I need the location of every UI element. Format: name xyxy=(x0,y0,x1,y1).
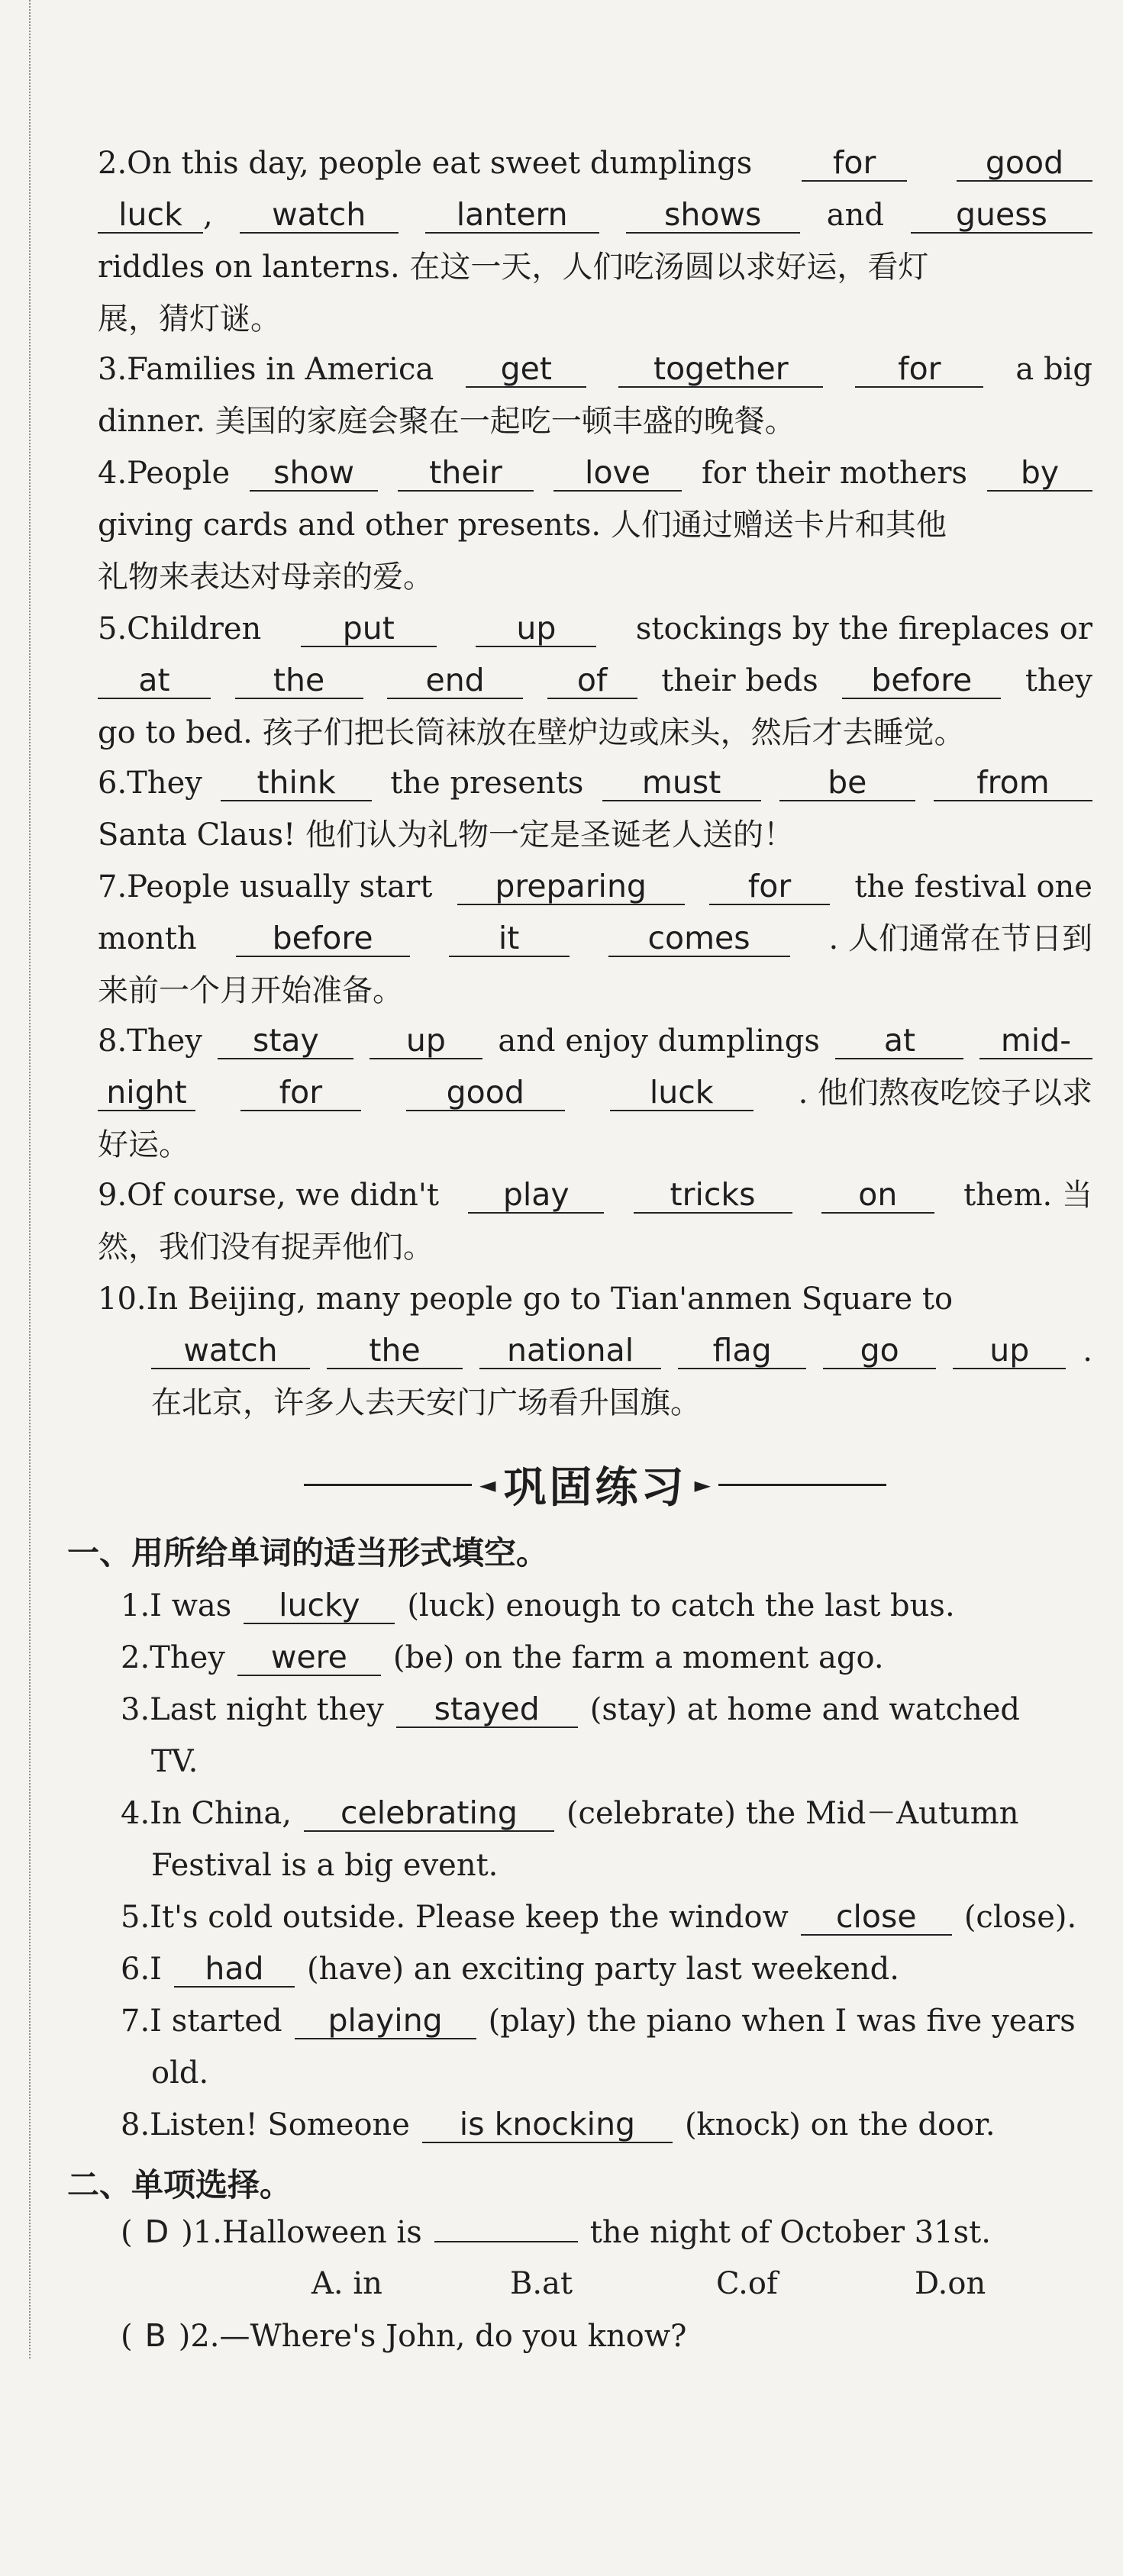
answer-blank: their xyxy=(398,455,534,492)
answer-blank: preparing xyxy=(457,869,685,905)
answer-blank: comes xyxy=(608,920,790,957)
question-text: and xyxy=(826,198,884,233)
question-text: go to bed. 孩子们把长筒袜放在壁炉边或床头，然后才去睡觉。 xyxy=(98,715,965,750)
answer-choice: B xyxy=(144,2317,166,2354)
question-text: (be) on the farm a moment ago. xyxy=(392,1640,884,1675)
question-text: old. xyxy=(151,2055,209,2091)
answer-blank: is knocking xyxy=(422,2107,673,2143)
answer-blank: for xyxy=(855,351,983,388)
answer-blank: play xyxy=(468,1177,604,1214)
question-text: 在北京，许多人去天安门广场看升国旗。 xyxy=(151,1385,701,1420)
answer-blank: of xyxy=(547,663,637,699)
question-text: On this day, people eat sweet dumplings xyxy=(127,146,753,181)
answer-blank: good xyxy=(957,145,1092,182)
question-text: Families in America xyxy=(127,352,434,387)
question-text: the presents xyxy=(390,766,584,801)
answer-blank: at xyxy=(835,1023,963,1059)
question-number: 7. xyxy=(121,2004,150,2039)
question-number: 2. xyxy=(121,1640,150,1675)
answer-blank: up xyxy=(476,611,596,647)
question-text: the festival one xyxy=(854,869,1092,904)
answer-blank: up xyxy=(369,1023,482,1059)
question-text: In Beijing, many people go to Tian'anmen Square to xyxy=(146,1282,954,1317)
question-text: (have) an exciting party last weekend. xyxy=(306,1952,899,1987)
question-text: . 人们通常在节日到 xyxy=(828,921,1092,956)
answer-blank: put xyxy=(301,611,437,647)
question-text: 礼物来表达对母亲的爱。 xyxy=(98,559,434,595)
question-text: —Where's John, do you know? xyxy=(219,2319,687,2354)
question-number: 3. xyxy=(98,352,127,387)
question-number: 7. xyxy=(98,869,127,904)
answer-blank: guess xyxy=(911,197,1092,234)
answer-blank: get xyxy=(466,351,586,388)
answer-blank: before xyxy=(842,663,1001,699)
answer-blank: lucky xyxy=(244,1588,395,1624)
question-text: Santa Claus! 他们认为礼物一定是圣诞老人送的！ xyxy=(98,817,794,853)
answer-blank: on xyxy=(821,1177,934,1214)
answer-blank: end xyxy=(387,663,523,699)
question-text: the night of October 31st. xyxy=(589,2215,991,2250)
question-text: I started xyxy=(150,2004,282,2039)
section-heading: 二、单项选择。 xyxy=(67,2166,292,2204)
answer-blank: must xyxy=(602,765,761,801)
answer-blank: be xyxy=(779,765,915,801)
answer-blank: together xyxy=(618,351,823,388)
question-text: Children xyxy=(127,611,262,646)
question-text: 来前一个月开始准备。 xyxy=(98,973,403,1008)
section-heading: 一、用所给单词的适当形式填空。 xyxy=(67,1534,549,1572)
margin-dotted-line xyxy=(29,0,31,2358)
answer-blank: shows xyxy=(626,197,800,234)
question-number: 8. xyxy=(121,2107,150,2142)
answer-blank: it xyxy=(449,920,570,957)
question-text: dinner. 美国的家庭会聚在一起吃一顿丰盛的晚餐。 xyxy=(98,404,795,439)
answer-choice: D xyxy=(144,2213,169,2250)
question-number: 5. xyxy=(98,611,127,646)
question-number: 6. xyxy=(98,766,127,801)
answer-blank: flag xyxy=(678,1333,806,1369)
answer-blank: for xyxy=(709,869,830,905)
left-arrow-icon: ◄ xyxy=(479,1472,496,1498)
answer-blank: for xyxy=(802,145,907,182)
banner-rule-left xyxy=(304,1484,472,1486)
question-text: (knock) on the door. xyxy=(684,2107,996,2142)
question-text: It's cold outside. Please keep the window xyxy=(150,1900,789,1935)
question-number: 2. xyxy=(98,146,127,181)
answer-blank: up xyxy=(953,1333,1066,1369)
question-text: . 他们熬夜吃饺子以求 xyxy=(798,1075,1092,1111)
answer-blank: think xyxy=(221,765,372,801)
question-text: a big xyxy=(1015,352,1092,387)
answer-blank: stay xyxy=(218,1023,353,1059)
question-text: , xyxy=(203,198,213,233)
question-number: 5. xyxy=(121,1900,150,1935)
answer-blank: tricks xyxy=(634,1177,792,1214)
answer-blank: night xyxy=(98,1075,195,1111)
question-text: stockings by the fireplaces or xyxy=(635,611,1092,646)
answer-blank: national xyxy=(479,1333,661,1369)
question-number: 10. xyxy=(98,1282,147,1317)
question-text: 好运。 xyxy=(98,1127,189,1162)
question-text: I was xyxy=(150,1588,232,1623)
question-text: Last night they xyxy=(150,1692,384,1727)
question-text: (celebrate) the Mid－Autumn xyxy=(566,1796,1019,1831)
question-number: )2. xyxy=(178,2319,220,2354)
question-text: giving cards and other presents. 人们通过赠送卡片和其他 xyxy=(98,508,947,543)
answer-blank: celebrating xyxy=(304,1795,554,1832)
question-text: In China, xyxy=(150,1796,292,1831)
bracket: ( xyxy=(121,2215,133,2250)
answer-blank: at xyxy=(98,663,211,699)
question-text: Of course, we didn't xyxy=(127,1178,439,1213)
question-text: (stay) at home and watched xyxy=(589,1692,1021,1727)
question-text: they xyxy=(1025,663,1092,698)
question-text: them. 当 xyxy=(963,1178,1092,1213)
question-text: TV. xyxy=(151,1744,198,1779)
question-text: . xyxy=(1083,1333,1092,1369)
question-text: They xyxy=(150,1640,225,1675)
question-text: Listen! Someone xyxy=(150,2107,410,2142)
section-banner xyxy=(98,1450,1092,1519)
answer-blank: the xyxy=(327,1333,463,1369)
bracket: ( xyxy=(121,2319,133,2354)
answer-blank: before xyxy=(236,920,410,957)
answer-blank: luck xyxy=(610,1075,754,1111)
question-text: for their mothers xyxy=(702,456,968,491)
answer-blank: the xyxy=(235,663,363,699)
question-text: (play) the piano when I was five years xyxy=(488,2004,1076,2039)
answer-blank xyxy=(434,2241,578,2242)
question-text: I xyxy=(150,1952,162,1987)
option-b: B.at xyxy=(510,2266,573,2301)
question-text: 展，猜灯谜。 xyxy=(98,301,281,337)
question-number: 4. xyxy=(98,456,127,491)
answer-blank: were xyxy=(237,1639,381,1676)
option-a: A. in xyxy=(311,2266,382,2301)
answer-blank: stayed xyxy=(396,1691,578,1728)
answer-blank: by xyxy=(987,455,1092,492)
question-number: 4. xyxy=(121,1796,150,1831)
question-text: (luck) enough to catch the last bus. xyxy=(407,1588,955,1623)
answer-blank: for xyxy=(240,1075,361,1111)
question-number: 6. xyxy=(121,1952,150,1987)
question-number: 9. xyxy=(98,1178,127,1213)
answer-blank: watch xyxy=(151,1333,310,1369)
question-number: 1. xyxy=(121,1588,150,1623)
answer-blank: love xyxy=(553,455,682,492)
question-text: Festival is a big event. xyxy=(151,1848,499,1883)
answer-blank: from xyxy=(934,765,1092,801)
answer-blank: go xyxy=(823,1333,936,1369)
answer-blank: mid- xyxy=(979,1023,1092,1059)
question-text: People xyxy=(127,456,231,491)
question-text: Halloween is xyxy=(221,2215,422,2250)
answer-blank: show xyxy=(250,455,378,492)
answer-blank: good xyxy=(406,1075,565,1111)
question-text: 然，我们没有捉弄他们。 xyxy=(98,1230,434,1265)
question-text: People usually start xyxy=(127,869,433,904)
option-c: C.of xyxy=(716,2266,778,2301)
question-number: 8. xyxy=(98,1024,127,1059)
question-number: 3. xyxy=(121,1692,150,1727)
question-text: (close). xyxy=(963,1900,1077,1935)
option-d: D.on xyxy=(915,2266,986,2301)
banner-rule-right xyxy=(718,1484,886,1486)
question-text: and enjoy dumplings xyxy=(498,1024,820,1059)
question-text: their beds xyxy=(661,663,818,698)
question-text: They xyxy=(127,1024,202,1059)
question-text: They xyxy=(127,766,202,801)
question-number: )1. xyxy=(181,2215,222,2250)
right-arrow-icon: ► xyxy=(694,1472,712,1498)
answer-blank: had xyxy=(174,1951,295,1988)
answer-blank: luck xyxy=(98,197,203,234)
question-text: month xyxy=(98,921,197,956)
answer-blank: watch xyxy=(240,197,399,234)
question-text: riddles on lanterns. 在这一天，人们吃汤圆以求好运，看灯 xyxy=(98,250,929,285)
answer-blank: lantern xyxy=(425,197,599,234)
answer-blank: playing xyxy=(295,2003,476,2039)
banner-title: 巩固练习 xyxy=(503,1463,687,1513)
answer-blank: close xyxy=(801,1899,952,1936)
